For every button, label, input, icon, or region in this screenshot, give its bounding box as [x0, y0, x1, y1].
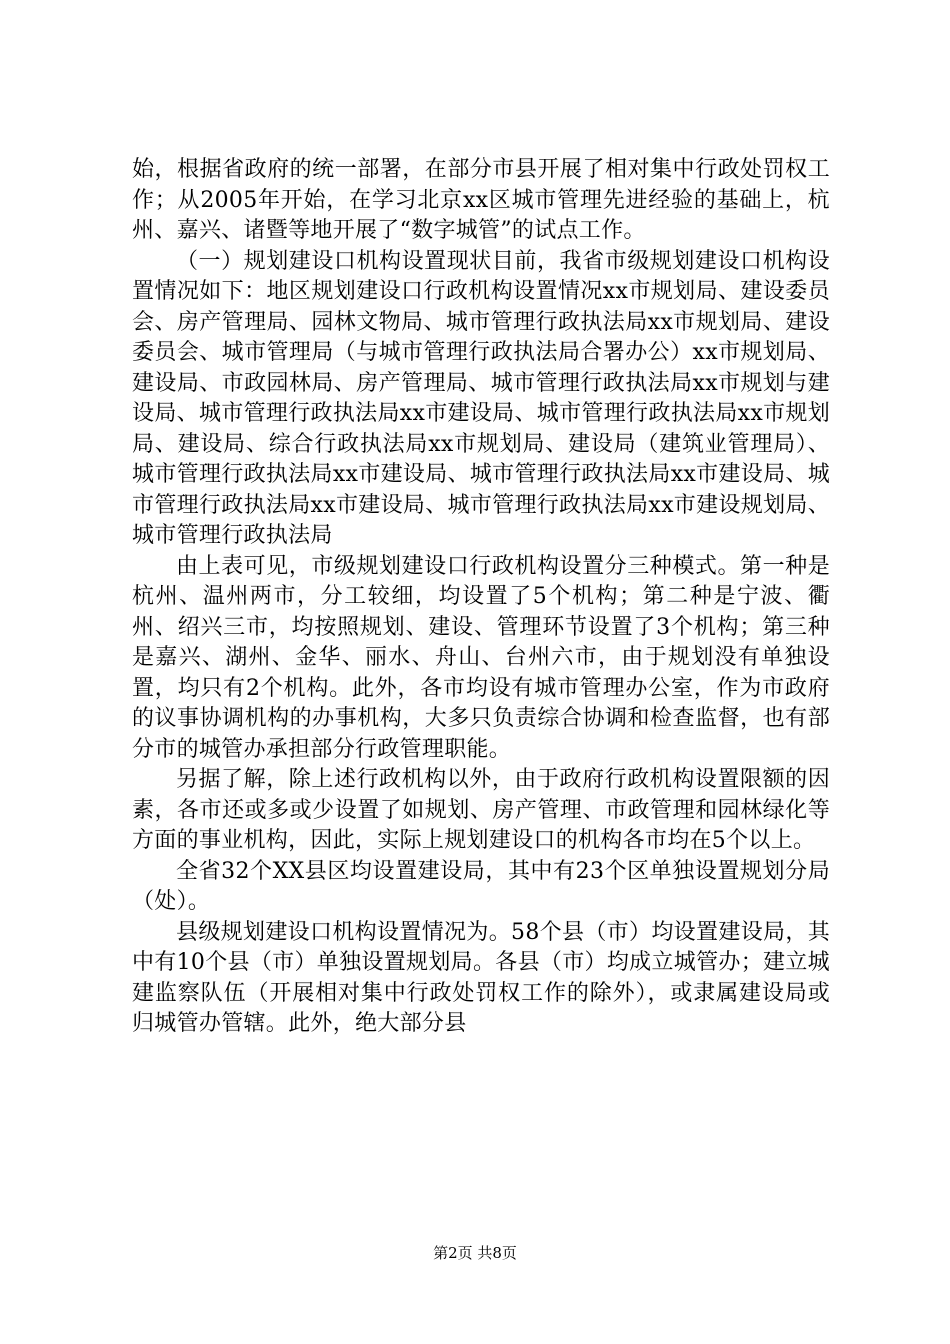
paragraph: 另据了解，除上述行政机构以外，由于政府行政机构设置限额的因素，各市还或多或少设置了如规划、房产管理、市政管理和园林绿化等方面的事业机构，因此，实际上规划建设口的机构各市均在5个以上。: [132, 767, 830, 853]
paragraph: （一）规划建设口机构设置现状目前，我省市级规划建设口机构设置情况如下：地区规划建设口行政机构设置情况xx市规划局、建设委员会、房产管理局、园林文物局、城市管理行政执法局xx市规划局、建设委员会、城市管理局（与城市管理行政执法局合署办公）xx市规划局、建设局、市政园林局、房产管理局、城市管理行政执法局xx市规划与建设局、城市管理行政执法局xx市建设局、城市管理行政执法局xx市规划局、建设局、综合行政执法局xx市规划局、建设局（建筑业管理局）、城市管理行政执法局xx市建设局、城市管理行政执法局xx市建设局、城市管理行政执法局xx市建设局、城市管理行政执法局xx市建设规划局、城市管理行政执法局: [132, 248, 830, 548]
paragraph: 由上表可见，市级规划建设口行政机构设置分三种模式。第一种是杭州、温州两市，分工较细，均设置了5个机构；第二种是宁波、衢州、绍兴三市，均按照规划、建设、管理环节设置了3个机构；第三种是嘉兴、湖州、金华、丽水、舟山、台州六市，由于规划没有单独设置，均只有2个机构。此外，各市均设有城市管理办公室，作为市政府的议事协调机构的办事机构，大多只负责综合协调和检查监督，也有部分市的城管办承担部分行政管理职能。: [132, 553, 830, 762]
page-number-footer: 第2页 共8页: [433, 1244, 517, 1262]
paragraph: 县级规划建设口机构设置情况为。58个县（市）均设置建设局，其中有10个县（市）单独设置规划局。各县（市）均成立城管办；建立城建监察队伍（开展相对集中行政处罚权工作的除外），或隶属建设局或归城管办管辖。此外，绝大部分县: [132, 919, 830, 1036]
paragraph: 始，根据省政府的统一部署，在部分市县开展了相对集中行政处罚权工作；从2005年开始，在学习北京xx区城市管理先进经验的基础上，杭州、嘉兴、诸暨等地开展了“数字城管”的试点工作。: [132, 157, 830, 243]
document-body: [132, 155, 830, 1040]
paragraph: 全省32个XX县区均设置建设局，其中有23个区单独设置规划分局（处）。: [132, 858, 830, 914]
